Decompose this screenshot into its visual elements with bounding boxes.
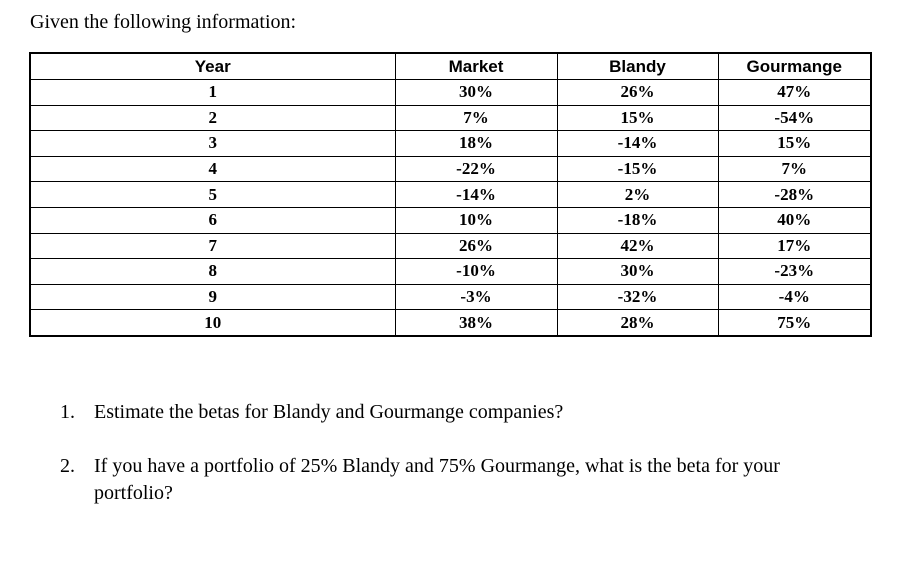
cell-blandy: 26% xyxy=(557,80,718,106)
cell-gourmange: 75% xyxy=(718,310,871,336)
cell-blandy: -14% xyxy=(557,131,718,157)
question-item xyxy=(60,399,860,426)
cell-year: 10 xyxy=(30,310,395,336)
table-row xyxy=(30,233,871,259)
table-header-row xyxy=(30,53,871,80)
cell-year: 7 xyxy=(30,233,395,259)
table-row xyxy=(30,131,871,157)
cell-year: 5 xyxy=(30,182,395,208)
question-item xyxy=(60,453,860,507)
cell-market: -22% xyxy=(395,156,557,182)
cell-market: 30% xyxy=(395,80,557,106)
question-text: Estimate the betas for Blandy and Gourmange companies? xyxy=(94,401,564,423)
cell-market: 10% xyxy=(395,207,557,233)
cell-market: 18% xyxy=(395,131,557,157)
table-row xyxy=(30,259,871,285)
question-number: 2. xyxy=(60,455,75,477)
header-market: Market xyxy=(395,53,557,80)
cell-market: 7% xyxy=(395,105,557,131)
cell-market: -10% xyxy=(395,259,557,285)
table-row xyxy=(30,310,871,336)
cell-year: 4 xyxy=(30,156,395,182)
cell-blandy: -15% xyxy=(557,156,718,182)
cell-gourmange: 15% xyxy=(718,131,871,157)
question-text: If you have a portfolio of 25% Blandy and 75% Gourmange, what is the beta for your portfolio? xyxy=(94,455,780,504)
intro-text: Given the following information: xyxy=(30,11,297,33)
table-row xyxy=(30,105,871,131)
cell-blandy: 28% xyxy=(557,310,718,336)
table-row xyxy=(30,156,871,182)
table-row xyxy=(30,207,871,233)
cell-blandy: -18% xyxy=(557,207,718,233)
cell-market: 38% xyxy=(395,310,557,336)
cell-gourmange: -54% xyxy=(718,105,871,131)
cell-year: 1 xyxy=(30,80,395,106)
header-gourmange: Gourmange xyxy=(718,53,871,80)
cell-year: 6 xyxy=(30,207,395,233)
cell-blandy: 2% xyxy=(557,182,718,208)
cell-gourmange: -4% xyxy=(718,284,871,310)
cell-market: 26% xyxy=(395,233,557,259)
cell-blandy: 42% xyxy=(557,233,718,259)
returns-table xyxy=(29,52,872,337)
cell-gourmange: 17% xyxy=(718,233,871,259)
cell-year: 3 xyxy=(30,131,395,157)
cell-year: 8 xyxy=(30,259,395,285)
cell-market: -3% xyxy=(395,284,557,310)
cell-gourmange: 47% xyxy=(718,80,871,106)
cell-gourmange: 7% xyxy=(718,156,871,182)
cell-blandy: 30% xyxy=(557,259,718,285)
cell-year: 9 xyxy=(30,284,395,310)
cell-gourmange: -28% xyxy=(718,182,871,208)
table-row xyxy=(30,80,871,106)
cell-year: 2 xyxy=(30,105,395,131)
question-number: 1. xyxy=(60,401,75,423)
table-row xyxy=(30,182,871,208)
cell-market: -14% xyxy=(395,182,557,208)
header-blandy: Blandy xyxy=(557,53,718,80)
table-row xyxy=(30,284,871,310)
cell-blandy: -32% xyxy=(557,284,718,310)
cell-gourmange: 40% xyxy=(718,207,871,233)
cell-blandy: 15% xyxy=(557,105,718,131)
header-year: Year xyxy=(30,53,395,80)
question-list xyxy=(60,399,860,507)
cell-gourmange: -23% xyxy=(718,259,871,285)
